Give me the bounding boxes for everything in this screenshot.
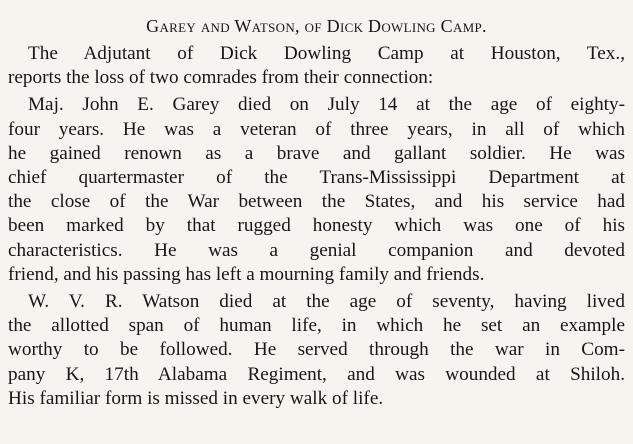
paragraph-watson — [8, 290, 625, 411]
paragraph-garey — [8, 93, 625, 287]
text-line: chief quartermaster of the Trans-Mississippi Department at — [8, 167, 625, 189]
text-line: the close of the War between the States, and his service had — [8, 191, 625, 213]
text-line: W. V. R. Watson died at the age of seventy, having lived — [28, 291, 625, 313]
text-line: worthy to be followed. He served through the war in Com- — [8, 339, 625, 361]
paragraph-adjutant-report — [8, 42, 625, 90]
text-line: reports the loss of two comrades from their connection: — [8, 67, 434, 89]
text-line: he gained renown as a brave and gallant soldier. He was — [8, 142, 625, 164]
text-line: His familiar form is missed in every walk of life. — [8, 387, 384, 409]
text-line: characteristics. He was a genial companion and devoted — [8, 239, 625, 261]
text-line: The Adjutant of Dick Dowling Camp at Houston, Tex., — [28, 43, 625, 64]
article-heading: Garey and Watson, of Dick Dowling Camp. — [146, 16, 487, 36]
text-line: pany K, 17th Alabama Regiment, and was wounded at Shiloh. — [8, 363, 625, 385]
text-line: been marked by that rugged honesty which was one of his — [8, 215, 625, 237]
text-line: four years. He was a veteran of three years, in all of which — [8, 118, 625, 140]
text-line: Maj. John E. Garey died on July 14 at the age of eighty- — [28, 94, 625, 116]
text-line: the allotted span of human life, in which he set an example — [8, 315, 625, 337]
text-line: friend, and his passing has left a mourning family and friends. — [8, 263, 485, 285]
